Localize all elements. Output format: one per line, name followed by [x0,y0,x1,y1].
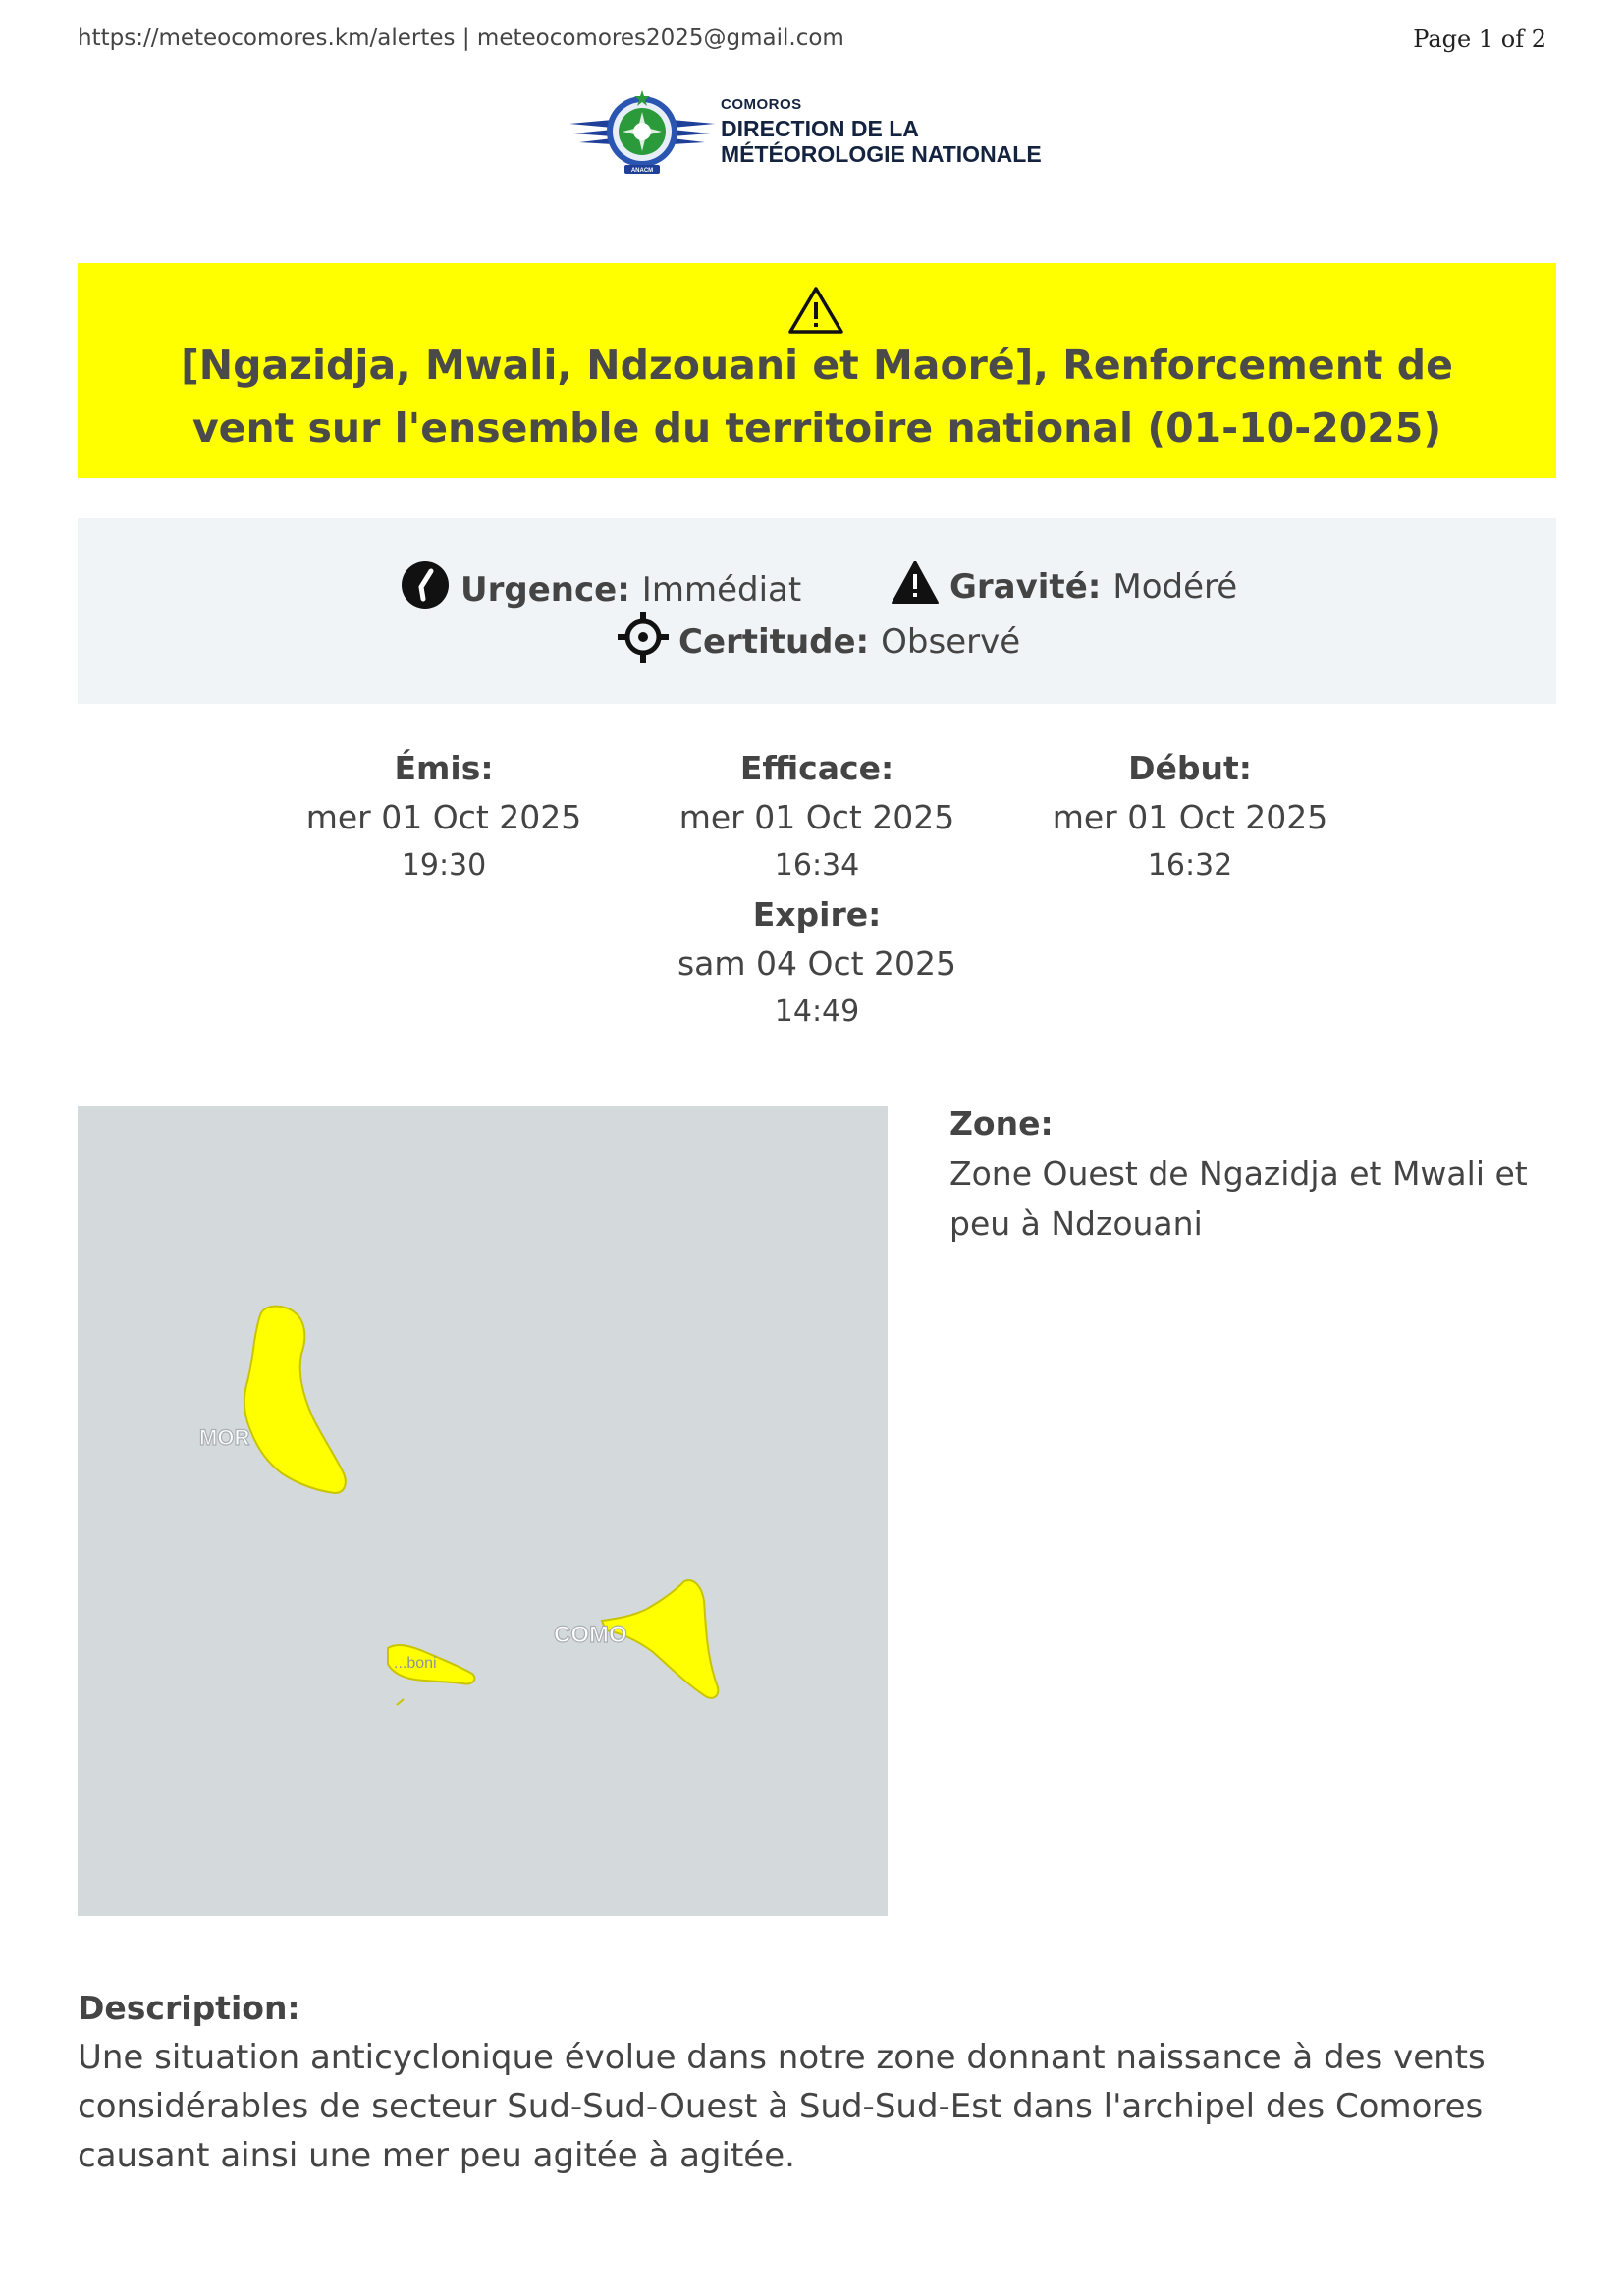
org-country: COMOROS [721,96,802,113]
certainty [618,612,1020,671]
expires-date [630,890,1003,1036]
expires-time: 14:49 [774,994,860,1029]
org-line1: DIRECTION DE LA [721,116,919,141]
map-svg [78,1106,888,1916]
header-email[interactable]: meteocomores2025@gmail.com [476,26,844,51]
header-separator: | [455,26,477,51]
page-number: Page 1 of 2 [1413,26,1546,53]
onset-date [1003,744,1377,889]
alert-title: [Ngazidja, Mwali, Ndzouani et Maoré], Renforcement de vent sur l'ensemble du territoire national (01-10-2025) [181,342,1453,452]
urgency-label: Urgence: [460,569,630,610]
island-ngazidja [244,1307,346,1493]
issued-date [257,744,630,889]
map-label-como: COMO [554,1622,627,1648]
gravity-value: Modéré [1112,566,1238,607]
issued-label: Émis: [394,749,494,787]
onset-time: 16:32 [1147,848,1233,882]
issued-day: mer 01 Oct 2025 [305,798,582,836]
effective-time: 16:34 [774,848,860,882]
gravity-label: Gravité: [949,566,1102,607]
map-label-mor: MOR [199,1425,250,1450]
severity-box [78,518,1556,704]
warning-icon [786,285,845,336]
gravity [891,560,1237,614]
zone-section [949,1099,1558,1249]
effective-date [630,744,1003,889]
clock-icon [400,560,451,619]
logo [566,82,1061,177]
header-url-email [78,26,844,51]
description-label: Description: [78,1989,300,2027]
urgency [400,560,801,619]
crosshair-icon [618,612,669,671]
seal-icon [566,82,719,177]
description-text: Une situation anticyclonique évolue dans notre zone donnant naissance à des vents considérables de secteur Sud-Sud-Ouest à Sud-Sud-Est dans l'archipel des Comores causant ainsi une mer peu agitée à agitée. [78,2038,1486,2175]
effective-label: Efficace: [739,749,894,787]
org-name [721,96,1042,167]
certainty-value: Observé [881,621,1021,662]
onset-day: mer 01 Oct 2025 [1052,798,1328,836]
alert-banner [78,263,1556,478]
zone-text: Zone Ouest de Ngazidja et Mwali et peu à Ndzouani [949,1154,1528,1243]
zone-label: Zone: [949,1104,1054,1143]
islet-mark [397,1699,404,1705]
warning-filled-icon [891,560,940,614]
urgency-value: Immédiat [641,569,802,610]
expires-label: Expire: [752,895,882,934]
org-line2: MÉTÉOROLOGIE NATIONALE [721,141,1042,167]
effective-day: mer 01 Oct 2025 [678,798,955,836]
header-url[interactable]: https://meteocomores.km/alertes [78,26,456,51]
description-section [78,1984,1556,2180]
map-label-boni: ...boni [394,1655,437,1672]
onset-label: Début: [1128,749,1252,787]
certainty-label: Certitude: [678,621,870,662]
alert-map[interactable] [78,1106,888,1916]
issued-time: 19:30 [401,848,487,882]
seal-text: ANACM [630,168,654,174]
expires-day: sam 04 Oct 2025 [677,944,957,983]
